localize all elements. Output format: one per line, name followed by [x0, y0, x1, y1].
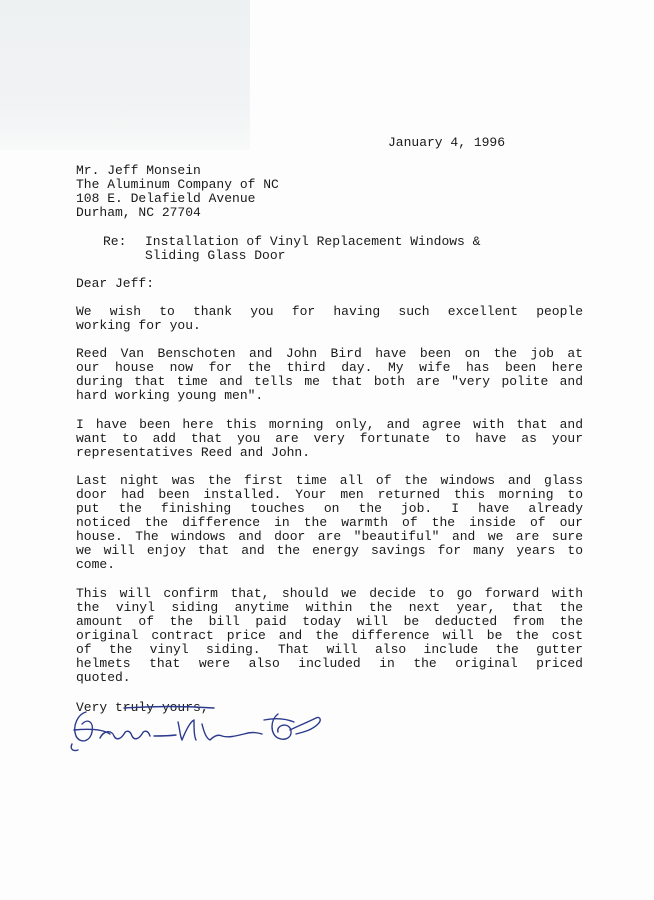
closing: Very truly yours,	[76, 700, 209, 715]
handwritten-signature	[64, 700, 334, 760]
recipient-name: Mr. Jeff Monsein	[76, 163, 201, 178]
paragraph-line: come.	[76, 557, 116, 572]
letter-date: January 4, 1996	[388, 135, 506, 150]
paragraph-line: of the vinyl siding. That will also include the gutter	[76, 642, 583, 657]
paragraph-line: Reed Van Benschoten and John Bird have been on the job at	[76, 346, 583, 361]
paragraph-line: hard working young men".	[76, 388, 264, 403]
paragraph-line: representatives Reed and John.	[76, 445, 311, 460]
paragraph-line: we will enjoy that and the energy savings for many years to	[76, 543, 583, 558]
paragraph-line: during that time and tells me that both are "very polite and	[76, 374, 583, 389]
paragraph-line: This will confirm that, should we decide to go forward with	[76, 586, 583, 601]
paragraph-line: our house now for the third day. My wife has been here	[76, 360, 583, 375]
recipient-street: 108 E. Delafield Avenue	[76, 191, 256, 206]
salutation: Dear Jeff:	[76, 276, 155, 291]
paragraph-line: I have been here this morning only, and agree with that and	[76, 417, 583, 432]
paragraph-line: Last night was the first time all of the windows and glass	[76, 473, 583, 488]
re-label: Re:	[103, 234, 127, 249]
paragraph-line: put the finishing touches on the job. I have already	[76, 501, 583, 516]
paragraph-line: We wish to thank you for having such excellent people	[76, 304, 583, 319]
paragraph-line: door had been installed. Your men returned this morning to	[76, 487, 583, 502]
recipient-company: The Aluminum Company of NC	[76, 177, 279, 192]
paragraph-line: original contract price and the difference will be the cost	[76, 628, 583, 643]
paragraph-line: working for you.	[76, 318, 201, 333]
re-line-1: Installation of Vinyl Replacement Windows &	[145, 234, 481, 249]
paragraph-line: house. The windows and door are "beautiful" and we are sure	[76, 529, 583, 544]
paragraph-line: want to add that you are very fortunate to have as your	[76, 431, 583, 446]
paragraph-line: the vinyl siding anytime within the next year, that the	[76, 600, 583, 615]
paragraph-line: quoted.	[76, 670, 131, 685]
paragraph-line: amount of the bill paid today will be deducted from the	[76, 614, 583, 629]
re-line-2: Sliding Glass Door	[145, 248, 286, 263]
scan-gray-area	[0, 0, 250, 150]
paragraph-line: noticed the difference in the warmth of the inside of our	[76, 515, 583, 530]
recipient-city: Durham, NC 27704	[76, 205, 201, 220]
paragraph-line: helmets that were also included in the original priced	[76, 656, 583, 671]
